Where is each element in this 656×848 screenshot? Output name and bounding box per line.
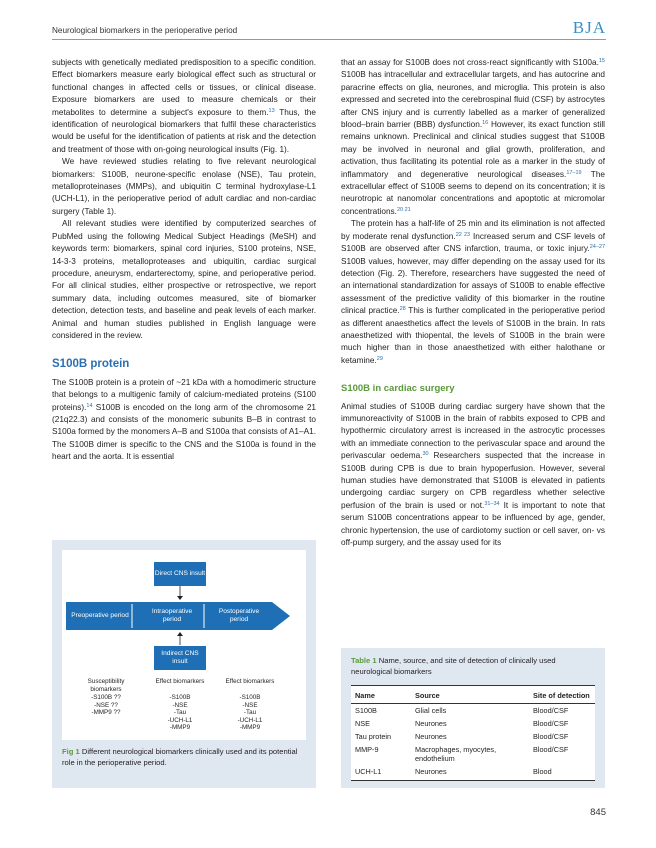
figure-diagram xyxy=(62,550,306,740)
table-row xyxy=(351,743,595,765)
left-column xyxy=(52,57,316,464)
citation[interactable]: 30 xyxy=(422,451,429,458)
preoperative-label: Preoperative period xyxy=(71,612,129,619)
figure-caption: Fig 1 Different neurological biomarkers clinically used and its potential role in the perioperative period. xyxy=(62,747,298,767)
right-column xyxy=(341,57,605,549)
citation[interactable]: 17–19 xyxy=(566,169,582,176)
right-paragraph-3: Animal studies of S100B during cardiac surgery have shown that the immunoreactivity of S100B in the brain of rabbits exposed to CPB and hypothermic circulatory arrest is increased in the astrocytic processes with an immediate connection to the perivascular space and around the perivascular oedema.$^{30}$ Researchers suspected that the increase in S100B during CPB is due to brain hypoperfusion. However, several human studies have demonstrated that S100B is elevated in patients undergoing cardiac surgery on CPB regardless whether selective perfusion of the brain is used or not.$^{31-34}$ It is important to note that serum S100B concentrations appear to be influenced by age, gender, chronic hypertension, the use of cardiotomy suction or cell saver, on- vs off-pump surgery, and the assay used for its xyxy=(341,401,606,548)
table-row xyxy=(351,730,595,743)
intraop-effect-biomarkers-list: -S100B -NSE -Tau -UCH-L1 -MMP9 xyxy=(167,694,193,732)
page-number: 845 xyxy=(590,807,606,818)
left-paragraph-1: subjects with genetically mediated predisposition to a specific condition. Effect biomarkers measure early biological effect such as structural or functional changes in affected cells or tissues, or clinical disease. Exposure biomarkers are used to measure chemicals or their metabolites to determine a subject's exposure to them.$^{13}$ Thus, the identification of neurological biomarkers that fulfil these characteristics would be useful for the identification of patients at risk and the detection and treatment of those with on-going neurological insults (Fig. 1). xyxy=(52,58,316,154)
running-title: Neurological biomarkers in the perioperative period xyxy=(52,26,238,35)
column-header-name: Name xyxy=(351,686,411,704)
table-row xyxy=(351,717,595,730)
table-cell: Blood/CSF xyxy=(533,719,569,728)
figure-1 xyxy=(52,540,316,788)
table-cell: Neurones xyxy=(411,765,529,781)
citation[interactable]: 20 21 xyxy=(396,206,411,213)
right-paragraph-2: The protein has a half-life of 25 min and its elimination is not affected by moderate renal dysfunction.$^{22 23}$ Increased serum and CSF levels of S100B are observed after CNS infarction, trauma, or toxic injury.$^{24-27}$ S100B values, however, may differ depending on the assay used for its detection (Fig. 2). Therefore, researchers have suggested the need of an international standardization for assays of S100B to enable effective assessment of the predictive validity of this biomarker in the routine clinical practice.$^{28}$ This is further complicated in the perioperative period as different anaesthetics affect the levels of S100B in the brain. In rats anaesthetized with thiopental, the levels of S100B in the brain were much higher than in those anaesthetized with either halothane or ketamine.$^{29}$ xyxy=(341,219,605,365)
citation[interactable]: 15 xyxy=(598,58,605,64)
susceptibility-biomarkers-title: Susceptibility biomarkers xyxy=(87,678,125,693)
table-row xyxy=(351,704,595,718)
table-cell: MMP-9 xyxy=(355,745,379,754)
direct-cns-insult-box: Direct CNS insult xyxy=(154,562,206,586)
table-cell: Neurones xyxy=(415,719,447,728)
table-header-row xyxy=(351,686,595,704)
citation[interactable]: 22 23 xyxy=(455,231,471,238)
left-paragraph-2: We have reviewed studies relating to five relevant neurological biomarkers: S100B, neurone-specific enolase (NSE), Tau protein, metalloproteinases (MMPs), and ubiquitin C terminal hydroxylase-L1 (UCH-L1), in the perioperative period of adult cardiac and non-cardiac surgery (Table 1). xyxy=(52,157,316,216)
subsection-heading-cardiac: S100B in cardiac surgery xyxy=(341,383,455,395)
table-cell: Tau protein xyxy=(355,732,392,741)
table-cell: Glial cells xyxy=(415,706,447,715)
table-cell: Neurones xyxy=(415,732,447,741)
right-paragraph-1: that an assay for S100B does not cross-react significantly with S100a.$^{15}$ S100B has intracellular and extracellular targets, and has autocrine and paracrine effects on glia, neurones, and microglia. This protein is also expressed and secreted into the cerebrospinal fluid (CSF) by astrocytes after CNS injury and is currently labelled as a marker of generalized blood–brain barrier (BBB) dysfunction.$^{16}$ However, its exact function still remains unknown. Preclinical and clinical studies suggest that S100B may be involved in neuronal and glial growth, proliferation, and activation, thus facilitating its potential role as a marker in the study of inflammatory and degenerative neurological diseases.$^{17-19}$ The extracellular effect of S100B seems to depend on its concentration; it is neurotropic at nanomolar concentrations and apoptotic at micromolar concentrations.$^{20 21}$ xyxy=(341,58,605,216)
table-cell: S100B xyxy=(355,706,377,715)
postop-effect-biomarkers-title: Effect biomarkers xyxy=(225,678,275,685)
column-header-source: Source xyxy=(411,686,529,704)
table-cell: Blood xyxy=(529,765,595,781)
column-header-site: Site of detection xyxy=(529,686,595,704)
left-paragraph-4: The S100B protein is a protein of ~21 kDa with a homodimeric structure that belongs to a multigenic family of calcium-mediated proteins (S100 proteins).$^{14}$ S100B is encoded on the long arm of the chromosome 21 (21q22.3) and consists of the monomeric subunits B–B in contrast to S100a formed by the monomers A–B and S100a that consists of A1–A1. The S100B dimer is specific to the CNS and the S100a is found in the heart and the aorta. It is essential xyxy=(52,377,316,462)
header-divider xyxy=(52,39,606,40)
citation[interactable]: 29 xyxy=(376,355,383,362)
citation[interactable]: 28 xyxy=(399,306,406,313)
table-cell: Blood/CSF xyxy=(533,745,569,754)
intraoperative-label: Intraoperative period xyxy=(151,608,193,623)
section-heading-s100b: S100B protein xyxy=(52,358,130,371)
citation[interactable]: 13 xyxy=(268,107,275,114)
left-paragraph-3: All relevant studies were identified by computerized searches of PubMed using the following Medical Subject Headings (MeSH) and keywords term: biomarkers, spinal cord injuries, S100 proteins, NSE, 14-3-3 proteins, metalloproteases and ubiquitin, cardiac surgical procedure, aneurysm, endarterectomy, spine, and perioperative period. For all clinical studies, either prospective or retrospective, we report summary data, including outcomes measured, site of biomarker detection, detection tests, and baseline and peak levels of each marker. Animal and human studies published in English language were considered in the review. xyxy=(52,219,316,340)
postoperative-label: Postoperative period xyxy=(218,608,260,623)
table-cell: UCH-L1 xyxy=(351,765,411,781)
figure-label: Fig 1 xyxy=(62,747,80,756)
table-1 xyxy=(341,648,605,788)
citation[interactable]: 16 xyxy=(482,120,489,127)
indirect-cns-insult-box: Indirect CNS insult xyxy=(154,646,206,670)
biomarker-table xyxy=(351,685,595,781)
citation[interactable]: 31–34 xyxy=(484,500,500,507)
table-cell: NSE xyxy=(355,719,371,728)
susceptibility-biomarkers-list: -S100B ?? -NSE ?? -MMP9 ?? xyxy=(91,694,121,717)
journal-logo: BJA xyxy=(572,18,606,37)
table-cell: Blood/CSF xyxy=(533,706,569,715)
table-row xyxy=(351,765,595,781)
table-cell: Macrophages, myocytes, endothelium xyxy=(415,745,497,763)
table-cell: Blood/CSF xyxy=(533,732,569,741)
citation[interactable]: 14 xyxy=(86,402,93,409)
postop-effect-biomarkers-list: -S100B -NSE -Tau -UCH-L1 -MMP9 xyxy=(237,694,263,732)
intraop-effect-biomarkers-title: Effect biomarkers xyxy=(155,678,205,685)
table-caption: Table 1 Name, source, and site of detection of clinically used neurological biomarkers xyxy=(351,656,556,676)
citation[interactable]: 24–27 xyxy=(589,244,605,251)
table-label: Table 1 xyxy=(351,656,377,665)
